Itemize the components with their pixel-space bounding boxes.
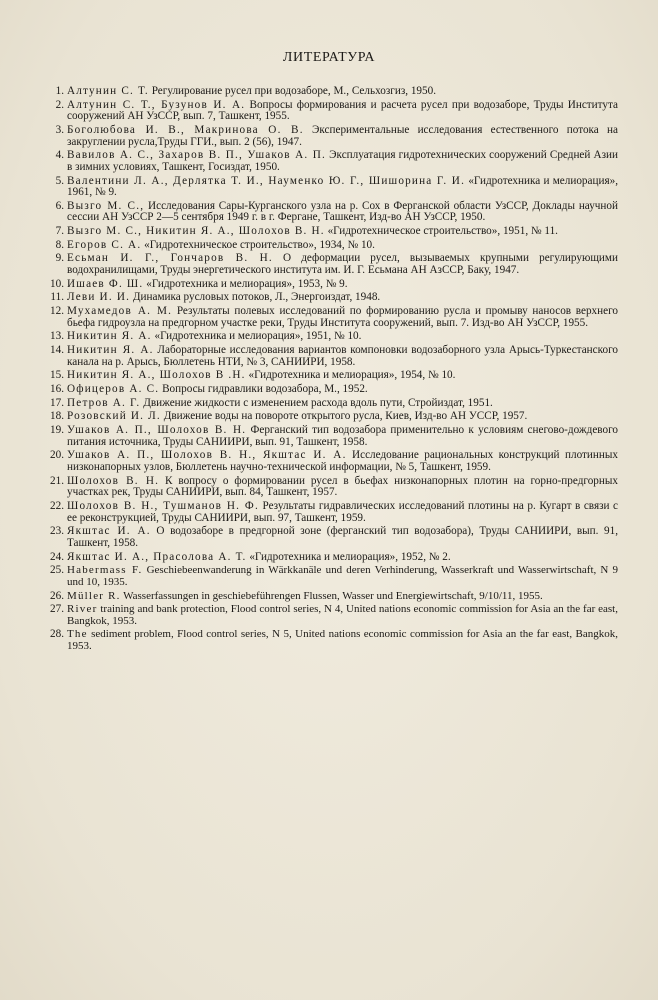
reference-item bbox=[40, 476, 618, 499]
reference-text bbox=[67, 384, 618, 396]
reference-item bbox=[40, 176, 618, 199]
reference-author: Валентини Л. А., Дерлятка Т. И., Науменко Ю. Г., Шишорина Г. И. bbox=[67, 174, 466, 187]
reference-text bbox=[67, 100, 618, 123]
reference-text bbox=[67, 450, 618, 473]
reference-body: «Гидротехника и мелиорация», 1951, № 10. bbox=[151, 330, 362, 343]
reference-body: «Гидротехническое строительство», 1934, № 10. bbox=[141, 238, 375, 251]
reference-number: 17. bbox=[50, 396, 64, 409]
reference-number: 23. bbox=[50, 525, 64, 538]
reference-author: Шолохов В. Н., Тушманов Н. Ф. bbox=[67, 499, 259, 512]
reference-body: Экспериментальные исследования естественного потока на закруглении русла,Труды ГГИ., вып. 2 (56), 1947. bbox=[67, 123, 618, 148]
reference-number: 4. bbox=[55, 149, 64, 162]
reference-author: Егоров С. А. bbox=[67, 238, 142, 251]
reference-author: Вызго М. С., bbox=[67, 199, 145, 212]
reference-item bbox=[40, 306, 618, 329]
reference-number: 1. bbox=[55, 85, 64, 97]
reference-author: Петров А. Г. bbox=[67, 396, 141, 409]
reference-body: «Гидротехническое строительство», 1951, № 11. bbox=[324, 225, 558, 238]
reference-author: Леви И. И. bbox=[67, 291, 131, 304]
reference-number: 3. bbox=[55, 123, 64, 136]
reference-number: 18. bbox=[50, 410, 64, 423]
reference-number: 7. bbox=[55, 225, 64, 238]
reference-text bbox=[67, 398, 618, 410]
reference-text bbox=[67, 370, 618, 382]
reference-author: Боголюбова И. В., Макринова О. В. bbox=[67, 123, 304, 136]
reference-number: 13. bbox=[50, 330, 64, 343]
reference-list bbox=[40, 86, 618, 655]
reference-body: Движение жидкости с изменением расхода вдоль пути, Стройиздат, 1951. bbox=[140, 396, 493, 409]
reference-body: Лабораторные исследования вариантов компоновки водозаборного узла Арысь-Туркестанского канала на р. Арысь, Бюллетень НТИ, № 3, САНИИРИ, 1958. bbox=[67, 344, 618, 368]
reference-item bbox=[40, 226, 618, 238]
reference-author: Вавилов А. С., Захаров В. П., Ушаков А. П. bbox=[67, 149, 327, 162]
reference-text bbox=[67, 226, 618, 238]
reference-number: 19. bbox=[50, 424, 64, 437]
reference-text bbox=[67, 565, 618, 588]
reference-item bbox=[40, 86, 618, 98]
reference-author: Никитин Я. А. bbox=[67, 330, 152, 343]
reference-number: 8. bbox=[55, 238, 64, 251]
reference-text bbox=[67, 86, 618, 98]
reference-number: 25. bbox=[50, 564, 64, 577]
reference-number: 9. bbox=[55, 252, 64, 265]
reference-item bbox=[40, 100, 618, 123]
reference-number: 21. bbox=[50, 474, 64, 487]
reference-item bbox=[40, 425, 618, 448]
reference-item bbox=[40, 591, 618, 603]
reference-author: Мухамедов А. М. bbox=[67, 305, 173, 318]
reference-body: О деформации русел, вызываемых крупными регулирующими водохранилищами, Труды энергетического института им. И. Г. Есьмана АН АзССР, Баку, 1947. bbox=[67, 252, 618, 277]
reference-text bbox=[67, 292, 618, 304]
reference-body: sediment problem, Flood control series, N 5, United nations economic commission for Asia an the far east, Bangkok, 1953. bbox=[67, 628, 618, 653]
reference-item bbox=[40, 370, 618, 382]
reference-text bbox=[67, 176, 618, 199]
reference-text bbox=[67, 411, 618, 423]
reference-text bbox=[67, 331, 618, 343]
reference-item bbox=[40, 411, 618, 423]
reference-item bbox=[40, 526, 618, 549]
reference-item bbox=[40, 331, 618, 343]
reference-text bbox=[67, 425, 618, 448]
reference-number: 10. bbox=[50, 277, 64, 290]
reference-body: О водозаборе в предгорной зоне (ферганский тип водозабора), Труды САНИИРИ, вып. 91, Ташкент, 1958. bbox=[67, 525, 618, 549]
reference-body: Результаты гидравлических исследований плотины на р. Кугарт в связи с ее реконструкцией, Труды САНИИРИ, вып. 97, Ташкент, 1959. bbox=[67, 499, 619, 524]
reference-item bbox=[40, 253, 618, 276]
reference-author: Ушаков А. П., Шолохов В. Н. bbox=[67, 424, 247, 437]
reference-item bbox=[40, 604, 618, 627]
reference-item bbox=[40, 384, 618, 396]
reference-author: Шолохов В. Н. bbox=[67, 474, 160, 487]
reference-number: 16. bbox=[50, 383, 64, 396]
reference-body: Регулирование русел при водозаборе, М., Сельхозгиз, 1950. bbox=[148, 85, 437, 97]
reference-author: Habermass F. bbox=[67, 564, 143, 577]
reference-author: Якштас И. А. bbox=[67, 525, 151, 538]
reference-body: Результаты полевых исследований по формированию русла и промыву наносов верхнего бьефа гидроузла на предгорном участке реки, Труды Института сооружений, вып. 7. Изд-во АН УзССР, 1955. bbox=[67, 305, 618, 329]
reference-number: 22. bbox=[50, 499, 64, 512]
reference-text bbox=[67, 476, 618, 499]
reference-author: Никитин Я. А. bbox=[67, 344, 154, 357]
reference-body: «Гидротехника и мелиорация», 1954, № 10. bbox=[245, 369, 456, 382]
reference-body: Wasserfassungen in geschiebeführengen Flussen, Wasser und Energiewirtschaft, 9/10/11, 1955. bbox=[120, 589, 543, 602]
reference-body: Вопросы гидравлики водозабора, М., 1952. bbox=[159, 383, 368, 396]
reference-text bbox=[67, 306, 618, 329]
reference-text bbox=[67, 629, 618, 652]
reference-author: Никитин Я. А., Шолохов В .Н. bbox=[67, 369, 246, 382]
reference-author: River bbox=[67, 603, 98, 616]
reference-author: Якштас И. А., Прасолова А. Т. bbox=[67, 550, 247, 563]
reference-text bbox=[67, 279, 618, 291]
reference-number: 26. bbox=[50, 589, 64, 602]
reference-author: Офицеров А. С. bbox=[67, 383, 160, 396]
reference-item bbox=[40, 565, 618, 588]
reference-number: 6. bbox=[55, 199, 64, 212]
reference-item bbox=[40, 240, 618, 252]
reference-text bbox=[67, 552, 618, 564]
reference-text bbox=[67, 501, 618, 524]
reference-author: Ушаков А. П., Шолохов В. Н., Якштас И. А. bbox=[67, 449, 347, 462]
reference-text bbox=[67, 345, 618, 368]
reference-number: 12. bbox=[50, 305, 64, 318]
reference-item bbox=[40, 201, 618, 224]
reference-item bbox=[40, 501, 618, 524]
reference-body: Вопросы формирования и расчета русел при водозаборе, Труды Института сооружений АН УзССР, вып. 7, Ташкент, 1955. bbox=[67, 98, 618, 123]
reference-body: Движение воды на повороте открытого русла, Киев, Изд-во АН УССР, 1957. bbox=[160, 410, 528, 423]
reference-text bbox=[67, 604, 618, 627]
reference-body: Исследование рациональных конструкций плотинных низконапорных узлов, Бюллетень научно-технической информации, № 5, Ташкент, 1959. bbox=[67, 449, 618, 473]
reference-item bbox=[40, 279, 618, 291]
reference-body: Geschiebeenwanderung in Wärkkanäle und deren Verhinderung, Wasserkraft und Wasserwirtschaft, N 9 und 10, 1935. bbox=[67, 564, 618, 588]
reference-number: 5. bbox=[55, 174, 64, 187]
reference-item bbox=[40, 450, 618, 473]
reference-text bbox=[67, 526, 618, 549]
reference-body: «Гидротехника и мелиорация», 1952, № 2. bbox=[246, 550, 451, 563]
reference-body: «Гидротехника и мелиорация», 1961, № 9. bbox=[67, 174, 618, 199]
reference-item bbox=[40, 292, 618, 304]
reference-number: 27. bbox=[50, 603, 64, 616]
reference-text bbox=[67, 240, 618, 252]
reference-item bbox=[40, 398, 618, 410]
reference-text bbox=[67, 591, 618, 603]
page-title: ЛИТЕРАТУРА bbox=[282, 50, 376, 65]
reference-number: 2. bbox=[55, 98, 64, 111]
reference-number: 14. bbox=[50, 344, 64, 357]
reference-item bbox=[40, 125, 618, 148]
reference-author: Алтунин С. Т., Бузунов И. А. bbox=[67, 98, 246, 111]
reference-author: Ишаев Ф. Ш. bbox=[67, 277, 144, 290]
reference-body: К вопросу о формировании русел в бьефах низконапорных плотин на горно-предгорных участках рек, Труды САНИИРИ, вып. 84, Ташкент, 1957. bbox=[67, 474, 618, 499]
reference-text bbox=[67, 201, 618, 224]
reference-item bbox=[40, 345, 618, 368]
reference-item bbox=[40, 552, 618, 564]
reference-text bbox=[67, 150, 618, 173]
reference-number: 24. bbox=[50, 550, 64, 563]
reference-body: Динамика русловых потоков, Л., Энергоиздат, 1948. bbox=[130, 291, 381, 304]
reference-author: Вызго М. С., Никитин Я. А., Шолохов В. Н. bbox=[67, 225, 325, 238]
reference-number: 11. bbox=[50, 291, 64, 304]
reference-author: Müller R. bbox=[67, 589, 121, 602]
reference-body: «Гидротехника и мелиорация», 1953, № 9. bbox=[143, 277, 348, 290]
reference-number: 20. bbox=[50, 449, 64, 462]
reference-body: training and bank protection, Flood control series, N 4, United nations economic commission for Asia an the far east, Bangkok, 1953. bbox=[67, 603, 618, 627]
reference-number: 28. bbox=[50, 628, 64, 641]
reference-text bbox=[67, 125, 618, 148]
reference-item bbox=[40, 629, 618, 652]
reference-body: Исследования Сары-Курганского узла на р. Сох в Ферганской области УзССР, Доклады научной сессии АН УзССР 2—5 сентября 1949 г. в г. Фергане, Ташкент, Изд-во АН УзССР, 1950. bbox=[67, 199, 618, 224]
reference-author: Розовский И. Л. bbox=[67, 410, 161, 423]
reference-text bbox=[67, 253, 618, 276]
reference-author: Алтунин С. Т. bbox=[67, 85, 149, 97]
reference-body: Эксплуатация гидротехнических сооружений Средней Азии в зимних условиях, Ташкент, Госиздат, 1950. bbox=[67, 149, 618, 173]
reference-author: Есьман И. Г., Гончаров В. Н. bbox=[67, 252, 273, 265]
reference-item bbox=[40, 150, 618, 173]
reference-body: Ферганский тип водозабора применительно к условиям снегово-дождевого питания источника, Труды САНИИРИ, вып. 91, Ташкент, 1958. bbox=[67, 424, 618, 448]
reference-author: The bbox=[67, 628, 88, 641]
reference-number: 15. bbox=[50, 369, 64, 382]
